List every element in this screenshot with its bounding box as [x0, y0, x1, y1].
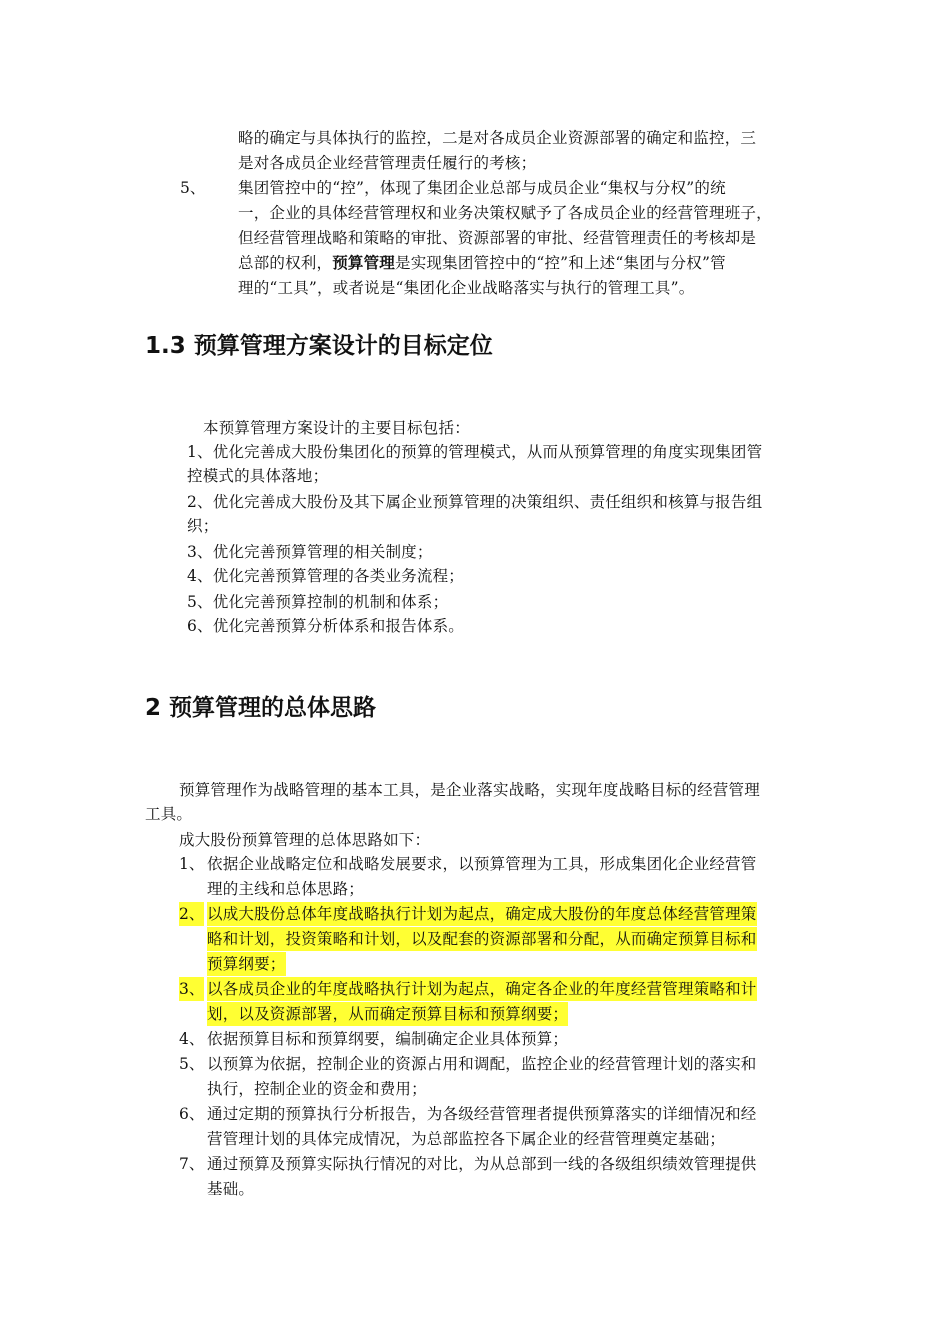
paragraph-line: 成大股份预算管理的总体思路如下：	[179, 831, 431, 849]
list-item-line: 6、优化完善预算分析体系和报告体系。	[187, 617, 464, 635]
list-number: 5、	[179, 1055, 205, 1073]
list-item-line: 4、优化完善预算管理的各类业务流程；	[187, 567, 464, 585]
list-item-line: 基础。	[207, 1180, 255, 1198]
section-heading: 1.3 预算管理方案设计的目标定位	[145, 333, 493, 359]
paragraph-line: 工具。	[145, 805, 193, 823]
list-item-line: 2、优化完善成大股份及其下属企业预算管理的决策组织、责任组织和核算与报告组	[187, 493, 763, 511]
list-number: 5、	[180, 179, 206, 197]
list-item-line: 控模式的具体落地；	[187, 467, 329, 485]
list-item-line: 3、优化完善预算管理的相关制度；	[187, 543, 433, 561]
list-item-line: 通过定期的预算执行分析报告，为各级经营管理者提供预算落实的详细情况和经	[207, 1105, 757, 1123]
paragraph-line: 略的确定与具体执行的监控，二是对各成员企业资源部署的确定和监控，三	[238, 129, 757, 147]
list-item-line: 营管理计划的具体完成情况，为总部监控各下属企业的经营管理奠定基础；	[207, 1130, 726, 1148]
paragraph-line: 预算管理作为战略管理的基本工具，是企业落实战略，实现年度战略目标的经营管理	[179, 781, 760, 799]
list-number: 7、	[179, 1155, 205, 1173]
text-run: 总部的权利，	[238, 254, 333, 272]
list-item-line: 执行，控制企业的资金和费用；	[207, 1080, 427, 1098]
paragraph-line: 本预算管理方案设计的主要目标包括：	[203, 419, 470, 437]
list-item-line: 5、优化完善预算控制的机制和体系；	[187, 593, 449, 611]
list-number: 4、	[179, 1030, 205, 1048]
highlighted-line: 以成大股份总体年度战略执行计划为起点，确定成大股份的年度总体经营管理策	[207, 902, 757, 926]
highlighted-line: 略和计划，投资策略和计划，以及配套的资源部署和分配，从而确定预算目标和	[207, 927, 757, 951]
list-number: 6、	[179, 1105, 205, 1123]
list-item-line: 一，企业的具体经营管理权和业务决策权赋予了各成员企业的经营管理班子，	[238, 204, 772, 222]
text-run: 是实现集团管控中的“控”和上述“集团与分权”管	[395, 254, 726, 272]
list-number: 3、	[179, 977, 204, 1001]
list-number: 2、	[179, 902, 204, 926]
paragraph-line: 是对各成员企业经营管理责任履行的考核；	[238, 154, 537, 172]
list-item-line: 依据企业战略定位和战略发展要求，以预算管理为工具，形成集团化企业经营管	[207, 855, 757, 873]
list-item-line: 理的“工具”，或者说是“集团化企业战略落实与执行的管理工具”。	[238, 279, 695, 297]
list-item-line: 通过预算及预算实际执行情况的对比，为从总部到一线的各级组织绩效管理提供	[207, 1155, 757, 1173]
list-item-line	[238, 251, 726, 275]
list-item-line: 理的主线和总体思路；	[207, 880, 365, 898]
list-item-line: 以预算为依据，控制企业的资源占用和调配，监控企业的经营管理计划的落实和	[207, 1055, 757, 1073]
highlighted-line: 预算纲要；	[207, 952, 286, 976]
section-heading: 2 预算管理的总体思路	[145, 695, 377, 721]
list-item-line: 织；	[187, 517, 219, 535]
list-item-line: 集团管控中的“控”，体现了集团企业总部与成员企业“集权与分权”的统	[238, 179, 726, 197]
highlighted-line: 以各成员企业的年度战略执行计划为起点，确定各企业的年度经营管理策略和计	[207, 977, 757, 1001]
list-number: 1、	[179, 855, 205, 873]
highlighted-line: 划，以及资源部署，从而确定预算目标和预算纲要；	[207, 1002, 568, 1026]
list-item-line: 但经营管理战略和策略的审批、资源部署的审批、经营管理责任的考核却是	[238, 229, 757, 247]
list-item-line: 依据预算目标和预算纲要，编制确定企业具体预算；	[207, 1030, 569, 1048]
bold-term: 预算管理	[332, 253, 396, 272]
list-item-line: 1、优化完善成大股份集团化的预算的管理模式，从而从预算管理的角度实现集团管	[187, 443, 763, 461]
